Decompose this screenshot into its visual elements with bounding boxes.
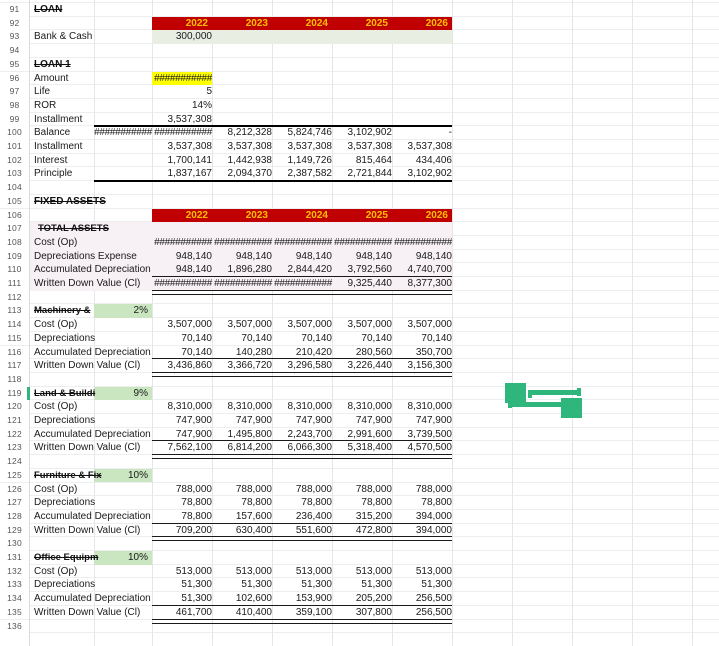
year-header-2025-1: 2025	[365, 17, 388, 29]
year-header-2026-2: 2026	[425, 209, 448, 221]
total-cost-op-2022: ###########	[154, 236, 212, 248]
row-header-103[interactable]: 103	[0, 167, 29, 181]
furniture-accum-depr-2026: 394,000	[415, 510, 452, 522]
row-header-136[interactable]: 136	[0, 620, 29, 634]
machinery-depreciations-2026: 70,140	[421, 332, 452, 344]
bank-cash-value: 300,000	[175, 31, 212, 43]
total-cost-op-2026: ###########	[394, 236, 452, 248]
total-wdv-2023: ###########	[214, 278, 272, 289]
row-label-furniture-wdv: Written Down Value (Cl)	[34, 524, 141, 536]
machinery-accum-depr-2023: 140,280	[235, 346, 272, 358]
total-accum-depr-2026: 4,740,700	[407, 264, 452, 276]
row-label-machinery-cost-op: Cost (Op)	[34, 319, 78, 331]
land_buildings-cost-op-2026: 8,310,000	[407, 401, 452, 413]
office_equipment-wdv-2022: 461,700	[175, 606, 212, 618]
total-cost-op-2024: ###########	[274, 236, 332, 248]
section-title-loan: LOAN	[34, 4, 63, 15]
land_buildings-accum-depr-2025: 2,991,600	[347, 428, 392, 440]
year-header-band-2	[152, 209, 452, 223]
row-header-113[interactable]: 113	[0, 304, 29, 318]
furniture-depreciations-2026: 78,800	[421, 497, 452, 509]
loan-life-value: 5	[206, 86, 212, 98]
row-label-furniture-accum-depr: Accumulated Depreciation	[34, 510, 151, 522]
total-depr-expense-2022: 948,140	[175, 250, 212, 262]
loan-installment-single-value: 3,537,308	[167, 113, 212, 125]
row-header-102[interactable]: 102	[0, 154, 29, 168]
grid-row-line	[0, 84, 719, 85]
office_equipment-accum-depr-2025: 205,200	[355, 593, 392, 605]
land_buildings-wdv-2025: 5,318,400	[347, 442, 392, 454]
row-label-total-accum-depr: Accumulated Depreciation	[34, 264, 151, 276]
row-label-total-wdv: Written Down Value (Cl)	[34, 278, 141, 289]
land_buildings-depreciations-2025: 747,900	[355, 415, 392, 426]
grid-col-line	[512, 0, 513, 646]
row-header-133[interactable]: 133	[0, 578, 29, 592]
land_buildings-wdv-2026: 4,570,500	[407, 442, 452, 454]
land_buildings-accum-depr-2023: 1,495,800	[227, 428, 272, 440]
furniture-depreciations-2024: 78,800	[301, 497, 332, 509]
row-header-97[interactable]: 97	[0, 85, 29, 99]
double-rule	[152, 372, 452, 377]
resize-handle-bar-bottom[interactable]	[508, 402, 561, 407]
land_buildings-accum-depr-2024: 2,243,700	[287, 428, 332, 440]
machinery-cost-op-2022: 3,507,000	[167, 319, 212, 331]
office_equipment-cost-op-2022: 513,000	[175, 565, 212, 577]
section-title-furniture: Furniture & Fix	[34, 469, 102, 481]
land_buildings-depreciations-2022: 747,900	[175, 415, 212, 426]
total-depr-expense-2026: 948,140	[415, 250, 452, 262]
row-header-118[interactable]: 118	[0, 373, 29, 387]
row-header-99[interactable]: 99	[0, 113, 29, 127]
principle-2025: 2,721,844	[347, 168, 392, 180]
total-depr-expense-2025: 948,140	[355, 250, 392, 262]
principle-2024: 2,387,582	[287, 168, 332, 180]
year-header-2026-1: 2026	[425, 17, 448, 29]
office_equipment-cost-op-2023: 513,000	[235, 565, 272, 577]
row-header-129[interactable]: 129	[0, 524, 29, 538]
furniture-wdv-2022: 709,200	[175, 524, 212, 536]
year-header-2022-1: 2022	[185, 17, 208, 29]
row-header-124[interactable]: 124	[0, 455, 29, 469]
loan-amount-value: ###########	[154, 72, 212, 84]
machinery-depreciations-2022: 70,140	[181, 332, 212, 344]
land_buildings-wdv-2022: 7,562,100	[167, 442, 212, 454]
row-header-117[interactable]: 117	[0, 359, 29, 373]
grid-col-line	[94, 0, 95, 646]
row-header-91[interactable]: 91	[0, 3, 29, 17]
machinery-cost-op-2024: 3,507,000	[287, 319, 332, 331]
row-label-office_equipment-cost-op: Cost (Op)	[34, 565, 78, 577]
furniture-cost-op-2024: 788,000	[295, 483, 332, 495]
furniture-depreciations-2022: 78,800	[181, 497, 212, 509]
machinery-cost-op-2025: 3,507,000	[347, 319, 392, 331]
double-rule	[152, 536, 452, 541]
row-header-119[interactable]: 119	[0, 387, 29, 401]
installment-2026: 3,537,308	[407, 141, 452, 152]
year-header-2022-2: 2022	[185, 209, 208, 221]
installment-2025: 3,537,308	[347, 141, 392, 152]
land_buildings-cost-op-2023: 8,310,000	[227, 401, 272, 413]
land_buildings-depreciations-2023: 747,900	[235, 415, 272, 426]
row-header-132[interactable]: 132	[0, 565, 29, 579]
office_equipment-accum-depr-2026: 256,500	[415, 593, 452, 605]
row-selection-marker	[27, 387, 30, 400]
row-header-107[interactable]: 107	[0, 222, 29, 236]
row-header-135[interactable]: 135	[0, 606, 29, 620]
interest-2024: 1,149,726	[287, 154, 332, 166]
office_equipment-depreciations-2024: 51,300	[301, 579, 332, 591]
office_equipment-accum-depr-2022: 51,300	[181, 593, 212, 605]
furniture-accum-depr-2022: 78,800	[181, 510, 212, 522]
loan-ror-value: 14%	[191, 99, 212, 111]
resize-handle-square-bottom-right[interactable]	[561, 398, 582, 418]
row-header-130[interactable]: 130	[0, 537, 29, 551]
row-label-balance: Balance	[34, 127, 71, 139]
machinery-cost-op-2023: 3,507,000	[227, 319, 272, 331]
row-header-93[interactable]: 93	[0, 30, 29, 44]
row-label-total-cost-op: Cost (Op)	[34, 236, 78, 248]
land_buildings-cost-op-2022: 8,310,000	[167, 401, 212, 413]
row-header-106[interactable]: 106	[0, 209, 29, 223]
principle-2022: 1,837,167	[167, 168, 212, 180]
section-title-fixed-assets: FIXED ASSETS	[34, 195, 106, 207]
row-header-122[interactable]: 122	[0, 428, 29, 442]
row-label-land_buildings-accum-depr: Accumulated Depreciation	[34, 428, 151, 440]
machinery-wdv-2024: 3,296,580	[287, 360, 332, 372]
grid-row-line	[0, 112, 719, 113]
furniture-wdv-2024: 551,600	[295, 524, 332, 536]
row-label-installment: Installment	[34, 141, 83, 152]
office_equipment-depreciations-2022: 51,300	[181, 579, 212, 591]
balance-overflow-a: ###########	[94, 127, 152, 139]
total-cost-op-2025: ###########	[334, 236, 392, 248]
total-wdv-2025: 9,325,440	[347, 278, 392, 289]
machinery-wdv-2022: 3,436,860	[167, 360, 212, 372]
machinery-accum-depr-2024: 210,420	[295, 346, 332, 358]
machinery-cost-op-2026: 3,507,000	[407, 319, 452, 331]
year-header-band-1	[152, 17, 452, 31]
row-label-office_equipment-accum-depr: Accumulated Depreciation	[34, 593, 151, 605]
grid-col-line	[572, 0, 573, 646]
row-header-92[interactable]: 92	[0, 17, 29, 31]
double-rule	[152, 454, 452, 459]
year-header-2025-2: 2025	[365, 209, 388, 221]
row-header-94[interactable]: 94	[0, 44, 29, 58]
row-header-105[interactable]: 105	[0, 195, 29, 209]
office_equipment-depreciations-2023: 51,300	[241, 579, 272, 591]
grid-col-line	[632, 0, 633, 646]
row-header-126[interactable]: 126	[0, 483, 29, 497]
office_equipment-depreciations-2025: 51,300	[361, 579, 392, 591]
machinery-wdv-2025: 3,226,440	[347, 360, 392, 372]
row-label-amount: Amount	[34, 72, 69, 84]
total-wdv-2022: ###########	[154, 278, 212, 289]
principle-2023: 2,094,370	[227, 168, 272, 180]
row-label-ror: ROR	[34, 99, 57, 111]
row-header-121[interactable]: 121	[0, 414, 29, 428]
row-label-furniture-depreciations: Depreciations	[34, 497, 96, 509]
resize-handle-bar-top-cap	[528, 390, 532, 398]
double-rule	[152, 290, 452, 295]
row-header-131[interactable]: 131	[0, 551, 29, 565]
installment-2024: 3,537,308	[287, 141, 332, 152]
row-header-96[interactable]: 96	[0, 72, 29, 86]
section-title-machinery: Machinery &	[34, 305, 91, 317]
land_buildings-depreciations-2026: 747,900	[415, 415, 452, 426]
row-label-machinery-depreciations: Depreciations	[34, 332, 96, 344]
row-header-111[interactable]: 111	[0, 277, 29, 291]
row-header-101[interactable]: 101	[0, 140, 29, 154]
office_equipment-accum-depr-2024: 153,900	[295, 593, 332, 605]
row-header-104[interactable]: 104	[0, 181, 29, 195]
grid-row-line	[0, 194, 719, 195]
row-header-134[interactable]: 134	[0, 592, 29, 606]
furniture-cost-op-2023: 788,000	[235, 483, 272, 495]
row-label-bank-cash: Bank & Cash	[34, 31, 93, 43]
furniture-accum-depr-2025: 315,200	[355, 510, 392, 522]
row-label-installment-single: Installment	[34, 113, 83, 125]
balance-2025: 3,102,902	[347, 127, 392, 139]
balance-2026: -	[448, 127, 452, 139]
double-rule	[152, 619, 452, 624]
row-header-120[interactable]: 120	[0, 400, 29, 414]
land_buildings-wdv-2024: 6,066,300	[287, 442, 332, 454]
interest-2023: 1,442,938	[227, 154, 272, 166]
year-header-2024-2: 2024	[305, 209, 328, 221]
total-depr-expense-2024: 948,140	[295, 250, 332, 262]
row-label-life: Life	[34, 86, 51, 98]
row-header-127[interactable]: 127	[0, 496, 29, 510]
office_equipment-wdv-2026: 256,500	[415, 606, 452, 618]
year-header-2023-2: 2023	[245, 209, 268, 221]
row-header-114[interactable]: 114	[0, 318, 29, 332]
row-header-98[interactable]: 98	[0, 99, 29, 113]
machinery-accum-depr-2026: 350,700	[415, 346, 452, 358]
row-header-108[interactable]: 108	[0, 236, 29, 250]
furniture-wdv-2023: 630,400	[235, 524, 272, 536]
rate-value-land_buildings: 9%	[133, 387, 148, 399]
machinery-accum-depr-2025: 280,560	[355, 346, 392, 358]
grid-col-line	[692, 0, 693, 646]
balance-2024: 5,824,746	[287, 127, 332, 139]
row-label-total-depr-expense: Depreciations Expense	[34, 250, 137, 262]
machinery-depreciations-2025: 70,140	[361, 332, 392, 344]
section-title-loan1: LOAN 1	[34, 58, 71, 70]
section-title-land_buildings: Land & Buildi	[34, 387, 96, 399]
row-label-land_buildings-depreciations: Depreciations	[34, 415, 96, 426]
row-label-furniture-cost-op: Cost (Op)	[34, 483, 78, 495]
machinery-wdv-2023: 3,366,720	[227, 360, 272, 372]
row-label-land_buildings-cost-op: Cost (Op)	[34, 401, 78, 413]
row-label-office_equipment-depreciations: Depreciations	[34, 579, 96, 591]
machinery-depreciations-2023: 70,140	[241, 332, 272, 344]
furniture-depreciations-2025: 78,800	[361, 497, 392, 509]
row-header-123[interactable]: 123	[0, 441, 29, 455]
furniture-accum-depr-2024: 236,400	[295, 510, 332, 522]
resize-handle-bar-bottom-cap	[508, 400, 512, 408]
office_equipment-accum-depr-2023: 102,600	[235, 593, 272, 605]
total-depr-expense-2023: 948,140	[235, 250, 272, 262]
row-header-116[interactable]: 116	[0, 346, 29, 360]
row-header-110[interactable]: 110	[0, 263, 29, 277]
row-header-112[interactable]: 112	[0, 291, 29, 305]
row-label-office_equipment-wdv: Written Down Value (Cl)	[34, 606, 141, 618]
row-label-land_buildings-wdv: Written Down Value (Cl)	[34, 442, 141, 454]
land_buildings-accum-depr-2022: 747,900	[175, 428, 212, 440]
rate-value-furniture: 10%	[127, 469, 148, 481]
machinery-wdv-2026: 3,156,300	[407, 360, 452, 372]
row-header-109[interactable]: 109	[0, 250, 29, 264]
year-header-2023-1: 2023	[245, 17, 268, 29]
row-label-principle: Principle	[34, 168, 73, 180]
row-label-machinery-wdv: Written Down Value (Cl)	[34, 360, 141, 372]
section-title-office_equipment: Office Equipm	[34, 552, 99, 563]
row-header-128[interactable]: 128	[0, 510, 29, 524]
resize-handle-bar-top[interactable]	[528, 390, 581, 395]
office_equipment-depreciations-2026: 51,300	[421, 579, 452, 591]
total-accum-depr-2023: 1,896,280	[227, 264, 272, 276]
grid-row-line	[0, 2, 719, 3]
furniture-cost-op-2026: 788,000	[415, 483, 452, 495]
rate-value-office_equipment: 10%	[127, 552, 148, 563]
balance-2023: 8,212,328	[227, 127, 272, 139]
row-header-125[interactable]: 125	[0, 469, 29, 483]
office_equipment-cost-op-2025: 513,000	[355, 565, 392, 577]
furniture-accum-depr-2023: 157,600	[235, 510, 272, 522]
row-header-115[interactable]: 115	[0, 332, 29, 346]
total-wdv-2024: ###########	[274, 278, 332, 289]
office_equipment-wdv-2023: 410,400	[235, 606, 272, 618]
interest-2022: 1,700,141	[167, 154, 212, 166]
office_equipment-wdv-2024: 359,100	[295, 606, 332, 618]
row-label-machinery-accum-depr: Accumulated Depreciation	[34, 346, 151, 358]
furniture-depreciations-2023: 78,800	[241, 497, 272, 509]
furniture-cost-op-2022: 788,000	[175, 483, 212, 495]
year-header-2024-1: 2024	[305, 17, 328, 29]
principle-2026: 3,102,902	[407, 168, 452, 180]
rate-value-machinery: 2%	[133, 305, 148, 317]
row-header-95[interactable]: 95	[0, 58, 29, 72]
interest-2026: 434,406	[415, 154, 452, 166]
machinery-accum-depr-2022: 70,140	[181, 346, 212, 358]
office_equipment-cost-op-2024: 513,000	[295, 565, 332, 577]
furniture-wdv-2025: 472,800	[355, 524, 392, 536]
resize-handle-bar-top-cap2	[577, 388, 581, 396]
land_buildings-cost-op-2025: 8,310,000	[347, 401, 392, 413]
grid-row-line	[0, 71, 719, 72]
total-rule	[94, 180, 452, 182]
office_equipment-wdv-2025: 307,800	[355, 606, 392, 618]
total-accum-depr-2022: 948,140	[175, 264, 212, 276]
land_buildings-depreciations-2024: 747,900	[295, 415, 332, 426]
furniture-wdv-2026: 394,000	[415, 524, 452, 536]
total-accum-depr-2025: 3,792,560	[347, 264, 392, 276]
total-accum-depr-2024: 2,844,420	[287, 264, 332, 276]
land_buildings-wdv-2023: 6,814,200	[227, 442, 272, 454]
installment-2022: 3,537,308	[167, 141, 212, 152]
office_equipment-cost-op-2026: 513,000	[415, 565, 452, 577]
balance-overflow-b: ###########	[154, 127, 212, 139]
grid-row-line	[0, 98, 719, 99]
row-header-divider	[29, 0, 30, 646]
total-wdv-2026: 8,377,300	[407, 278, 452, 289]
grid-row-line	[0, 632, 719, 633]
grid-row-line	[0, 57, 719, 58]
installment-2023: 3,537,308	[227, 141, 272, 152]
row-label-interest: Interest	[34, 154, 68, 166]
furniture-cost-op-2025: 788,000	[355, 483, 392, 495]
machinery-depreciations-2024: 70,140	[301, 332, 332, 344]
interest-2025: 815,464	[355, 154, 392, 166]
land_buildings-accum-depr-2026: 3,739,500	[407, 428, 452, 440]
section-title-total-assets: TOTAL ASSETS	[38, 223, 109, 235]
land_buildings-cost-op-2024: 8,310,000	[287, 401, 332, 413]
row-header-100[interactable]: 100	[0, 126, 29, 140]
total-cost-op-2023: ###########	[214, 236, 272, 248]
